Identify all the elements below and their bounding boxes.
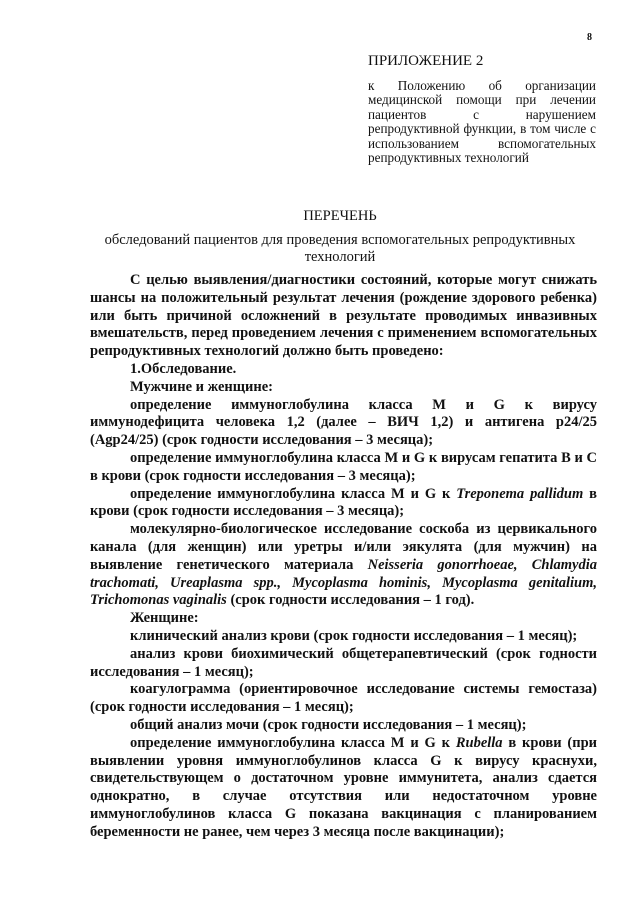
intro-paragraph: С целью выявления/диагностики состояний, которые могут снижать шансы на положительный результат лечения (рождение здорового ребенка) или быть причиной осложнений в результате проводимых инвазивных вмешательств, перед проведением лечения с применением вспомогательных репродуктивных технологий должно быть проведено: [90, 272, 597, 360]
item-italic-text: Treponema pallidum [456, 485, 584, 502]
item-text: (срок годности исследования – 1 год). [226, 592, 475, 609]
section-heading: 1.Обследование. [130, 360, 237, 377]
document-body [90, 272, 597, 842]
heading-subtitle: обследований пациентов для проведения вспомогательных репродуктивных технологий [104, 232, 576, 265]
appendix-text: к Положению об организации медицинской помощи при лечении пациентов с нарушением репродуктивной функции, в том числе с использованием вспомогательных репродуктивных технологий [368, 77, 596, 165]
item-text: в крови (при выявлении уровня иммуноглобулинов класса G к вирусу краснухи, свидетельствующем о достаточном уровне иммунитета, анализ сдается однократно, в случае отсутствия или недостаточном уровне иммуноглобулинов класса G показана вакцинация с планированием беременности не ранее, чем через 3 месяца после вакцинации); [90, 734, 597, 840]
item-italic-text: Neisseria gonorrhoeae, Chlamydia trachomati, Ureaplasma spp., Mycoplasma hominis, Mycoplasma genitalium, Trichomonas vaginalis [90, 556, 598, 609]
item-italic-text: Rubella [455, 734, 503, 751]
list-item: общий анализ мочи (срок годности исследования – 1 месяц); [130, 716, 527, 733]
appendix-block [368, 54, 596, 166]
subsection-men-women: Мужчине и женщине: [130, 378, 273, 395]
list-item: определение иммуноглобулина класса M и G к вирусу иммунодефицита человека 1,2 (далее – ВИЧ 1,2) и антигена p24/25 (Agp24/25) (срок годности исследования – 3 месяца); [90, 396, 597, 449]
item-text: в крови (срок годности исследования – 3 месяца); [90, 485, 597, 520]
list-item [90, 486, 597, 522]
list-item [90, 735, 597, 842]
appendix-title: ПРИЛОЖЕНИЕ 2 [368, 53, 484, 69]
page-number: 8 [587, 32, 592, 43]
item-text: молекулярно-биологическое исследование соскоба из цервикального канала (для женщин) или уретры и/или эякулята (для мужчин) на выявление генетического материала [90, 521, 597, 573]
document-heading [90, 208, 590, 266]
heading-title: ПЕРЕЧЕНЬ [303, 208, 377, 224]
item-text: определение иммуноглобулина класса M и G к [130, 734, 456, 751]
list-item: определение иммуноглобулина класса M и G к вирусам гепатита B и C в крови (срок годности исследования – 3 месяца); [90, 449, 597, 484]
list-item: клинический анализ крови (срок годности исследования – 1 месяц); [130, 627, 578, 644]
item-text: определение иммуноглобулина класса M и G к [130, 485, 457, 502]
subsection-women: Женщине: [130, 610, 199, 627]
list-item: коагулограмма (ориентировочное исследование системы гемостаза) (срок годности исследования – 1 месяц); [90, 681, 597, 716]
list-item [90, 521, 597, 610]
list-item: анализ крови биохимический общетерапевтический (срок годности исследования – 1 месяц); [90, 645, 597, 680]
